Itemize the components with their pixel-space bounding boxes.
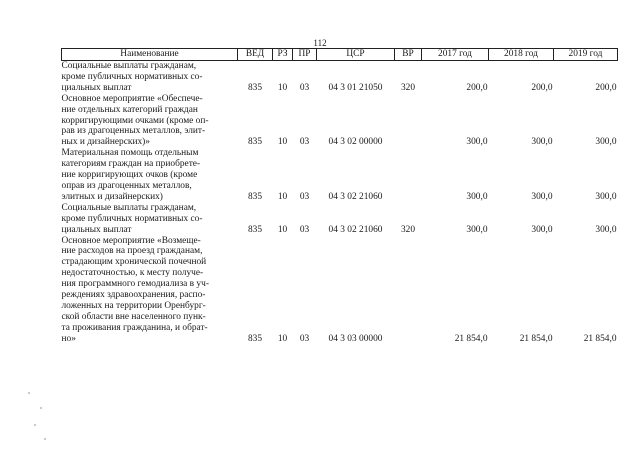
- name-line: ние отдельных категорий граждан: [61, 104, 198, 115]
- cell-csr: 04 3 02 00000: [328, 137, 383, 148]
- cell-rz: 10: [277, 137, 288, 148]
- cell-2018: 300,0: [531, 137, 553, 148]
- cell-name: [62, 61, 238, 94]
- name-line: Основное мероприятие «Обеспече-: [61, 93, 203, 104]
- column-header-pr: ПР: [293, 49, 317, 61]
- scan-speck: [44, 438, 46, 440]
- name-line: страдающим хронической почечной: [61, 257, 207, 268]
- cell-2017: 21 854,0: [454, 333, 488, 344]
- cell-ved: 835: [247, 82, 263, 93]
- name-line: корригирующими очками (кроме оп-: [61, 115, 209, 126]
- name-line: ных и дизайнерских)»: [61, 137, 150, 148]
- name-line: циальных выплат: [61, 82, 132, 93]
- cell-name: [62, 236, 238, 345]
- cell-2019: 21 854,0: [583, 333, 617, 344]
- table-row: [62, 203, 618, 236]
- cell-pr: 03: [299, 333, 310, 344]
- cell-2017: 200,0: [466, 82, 488, 93]
- name-line: ния программного гемодиализа в уч-: [61, 279, 209, 290]
- name-line: рав из драгоценных металлов, элит-: [61, 126, 206, 137]
- cell-csr: 04 3 03 00000: [328, 333, 383, 344]
- name-line: та проживания гражданина, и обрат-: [61, 322, 208, 333]
- table-row: [62, 61, 618, 94]
- cell-vr: 320: [400, 224, 416, 235]
- cell-vr: [395, 148, 422, 203]
- cell-csr: 04 3 02 21060: [328, 224, 383, 235]
- cell-ved: 835: [247, 137, 263, 148]
- scan-speck: [40, 407, 42, 409]
- column-header-rz: РЗ: [273, 49, 293, 61]
- cell-vr: [395, 94, 422, 149]
- page-number: 112: [313, 38, 327, 48]
- cell-pr: 03: [299, 137, 310, 148]
- cell-2018: 200,0: [531, 82, 553, 93]
- cell-pr: 03: [299, 82, 310, 93]
- cell-csr: 04 3 02 21060: [328, 191, 383, 202]
- cell-2019: 200,0: [595, 82, 617, 93]
- scan-speck: [28, 392, 30, 394]
- name-line: недостаточностью, к месту получе-: [61, 268, 204, 279]
- cell-ved: 835: [247, 333, 263, 344]
- cell-csr: 04 3 01 21050: [328, 82, 383, 93]
- table-row: [62, 94, 618, 149]
- name-line: Материальная помощь отдельным: [61, 148, 199, 159]
- column-header-vr: ВР: [395, 49, 422, 61]
- cell-rz: 10: [277, 191, 288, 202]
- cell-vr: 320: [400, 82, 416, 93]
- name-line: кроме публичных нормативных со-: [61, 71, 203, 82]
- name-line: реждениях здравоохранения, распо-: [61, 290, 206, 301]
- table-body: [62, 61, 618, 345]
- budget-table: [61, 48, 618, 345]
- name-line: ложенных на территории Оренбург-: [61, 300, 206, 311]
- column-header-csr: ЦСР: [317, 49, 395, 61]
- cell-rz: 10: [277, 224, 288, 235]
- cell-2018: 300,0: [531, 191, 553, 202]
- name-line: ние расходов на проезд гражданам,: [61, 246, 203, 257]
- cell-2018: 21 854,0: [519, 333, 553, 344]
- name-line: Социальные выплаты гражданам,: [61, 202, 197, 213]
- table-header-row: [62, 49, 618, 61]
- column-header-2019: 2019 год: [554, 49, 618, 61]
- name-line: циальных выплат: [61, 224, 132, 235]
- cell-ved: 835: [247, 191, 263, 202]
- name-line: но»: [61, 333, 76, 344]
- cell-rz: 10: [277, 82, 288, 93]
- name-line: категориям граждан на приобрете-: [61, 159, 201, 170]
- name-line: оправ из драгоценных металлов,: [61, 180, 192, 191]
- cell-2017: 300,0: [466, 224, 488, 235]
- cell-ved: 835: [247, 224, 263, 235]
- column-header-2017: 2017 год: [422, 49, 489, 61]
- cell-2017: 300,0: [466, 191, 488, 202]
- cell-2019: 300,0: [595, 137, 617, 148]
- cell-rz: 10: [277, 333, 288, 344]
- name-line: Социальные выплаты гражданам,: [61, 61, 197, 71]
- cell-pr: 03: [299, 191, 310, 202]
- name-line: ние корригирующих очков (кроме: [61, 170, 198, 181]
- cell-name: [62, 148, 238, 203]
- name-line: ской области вне населенного пунк-: [61, 311, 206, 322]
- cell-2017: 300,0: [466, 137, 488, 148]
- table-row: [62, 148, 618, 203]
- cell-name: [62, 94, 238, 149]
- table-row: [62, 236, 618, 345]
- cell-2019: 300,0: [595, 191, 617, 202]
- column-header-2018: 2018 год: [489, 49, 554, 61]
- column-header-name: Наименование: [62, 49, 238, 61]
- cell-pr: 03: [299, 224, 310, 235]
- column-header-ved: ВЕД: [238, 49, 273, 61]
- scan-speck: [34, 424, 36, 426]
- name-line: кроме публичных нормативных со-: [61, 213, 203, 224]
- name-line: Основное мероприятие «Возмеще-: [61, 235, 201, 246]
- name-line: элитных и дизайнерских): [61, 191, 163, 202]
- cell-2018: 300,0: [531, 224, 553, 235]
- cell-2019: 300,0: [595, 224, 617, 235]
- cell-vr: [395, 236, 422, 345]
- cell-name: [62, 203, 238, 236]
